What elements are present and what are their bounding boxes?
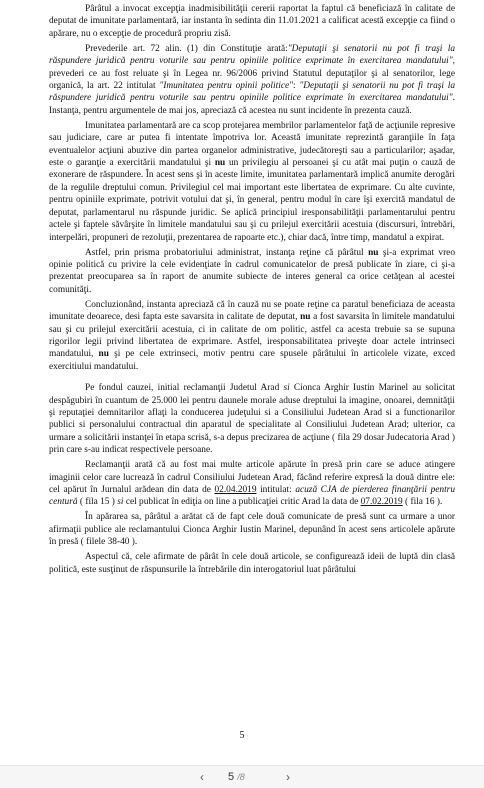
text-run: Imunitatea parlamentară are ca scop protejarea membrilor parlamentelor faţă de acţiunile represive sau judiciare, care ar putea fi intentate împotriva lor. Această imunitate reprezintă garanţiile în faţa eventualelor acţiuni abuzive din partea organelor administrative, judecătoreşti sau a particularilor; aşadar, este o garanţie a exercitării mandatului şi xyxy=(49,120,455,169)
current-page: 5 xyxy=(228,771,235,783)
paragraph xyxy=(49,382,455,456)
text-run: si xyxy=(283,383,290,394)
text-run: 07.02.2019 xyxy=(360,497,403,508)
text-run: "Imunitatea pentru opinii politice" xyxy=(159,81,294,92)
text-run: Prevederile art. 72 alin. (1) din Constituţie arată: xyxy=(85,43,288,54)
text-run: Reclamanţii arată că au fost mai multe articole apărute în presă prin care se aduce atingere imaginii celor care lucrează în cadrul Consiliului Judetean Arad, făcând referire expresă la două dintre ele: cel apărut în Jurnalul arădean din data de xyxy=(49,460,455,495)
text-run: intitulat: xyxy=(256,485,296,495)
paragraph xyxy=(49,43,455,117)
text-run: nu xyxy=(368,247,379,258)
text-run: un privilegiu al persoanei şi cu atât mai puţin o cauză de exonerare de răspundere. În acest sens şi în aceste limite, imunitatea parlamentară implică anumite derogări de la regulile dreptului comun. Privilegiul cel mai important este libertatea de exprimare. Cu alte cuvinte, pentru opiniile exprimate, potrivit votului dat şi, în general, pentru modul în care îşi exercită mandatul de deputat, parlamentarul nu răspunde juridic. Se aplică principiul iresponsabilităţii parlamentarului pentru actele şi faptele săvârşite în limitele mandatului sau şi cu prilejul exercitării acestuia (discursuri, întrebări, interpelări, propuneri de rezoluţii, prezentarea de rapoarte etc.), chiar dacă, între timp, mandatul a expirat. xyxy=(49,158,455,243)
text-run: Pe fondul cauzei, initial reclamanţii Judetul Arad xyxy=(85,383,284,394)
previous-page-icon[interactable]: ‹ xyxy=(200,770,204,784)
page-navigation-bar xyxy=(0,765,484,788)
document-body xyxy=(49,3,455,579)
text-run: : xyxy=(293,81,300,92)
text-run: 02.04.2019 xyxy=(214,485,257,495)
text-run: ( fila 15 ) xyxy=(77,497,118,508)
paragraph xyxy=(49,299,455,373)
paragraph xyxy=(49,247,455,297)
text-run: Cionca Arghir Iustin Marinel au solicitat despăgubiri în cuantum de 25.000 lei pentru daunele morale aduse dreptului la imagine, onoarei, demnităţii şi reputaţiei demnitarilor aflaţi la conducerea judeţului si a Consiliului Judetean Arad si a functionarilor publici si personalului contractual din aparatul de specialitate al Consiliului Judetean Arad; ulterior, ca urmare a solicitării instanţei în etapa scrisă, s-a depus precizarea de acţiune ( fila 29 dosar Judecatoria Arad ) prin care s-au indicat respectivele persoane. xyxy=(49,383,456,456)
text-run: cel publicat în ediţia on line a publicaţiei critic Arad la data de xyxy=(123,497,361,508)
text-run: Astfel, prin prisma probatoriului administrat, instanţa reţine că pârâtul xyxy=(85,247,369,258)
page-counter xyxy=(228,769,245,785)
text-run: nu xyxy=(300,312,311,323)
paragraph xyxy=(49,511,455,548)
text-run: a fost savarsita în limitele mandatului sau şi cu prilejul exercitării acestuia, ci in calitate de om politic, astfel ca acesta trebuie sa se supuna rigorilor legii privind libertatea de exprimare. Astfel, iresponsabilitatea priveşte doar actele intrinseci mandatului, xyxy=(49,312,456,360)
text-run: şi pe cele extrinseci, motiv pentru care spusele pârâtului în articolele vizate, exced exercitiului mandatului. xyxy=(49,349,455,372)
paragraph xyxy=(49,120,455,244)
text-run: , prevederi ce au fost reluate şi în Legea nr. 96/2006 privind Statutul deputaţilor şi al senatorilor, lege organică, la art. 22 intitulat xyxy=(49,56,455,92)
text-run: ( fila 16 ). xyxy=(402,497,443,508)
total-pages: /8 xyxy=(237,772,245,782)
paragraph xyxy=(49,3,455,40)
next-page-icon[interactable]: › xyxy=(286,770,290,784)
text-run: acuză CJA de pierderea finanţării pentru centură xyxy=(49,485,455,508)
text-run: În apărarea sa, pârâtul a arătat că de fapt cele două comunicate de presă sunt ca urmare a unor afirmaţii publice ale reclamantului Cionca Arghir Iustin Marinel, depunând în acest sens articolele apărute în presă ( filele 38-40 ). xyxy=(49,512,455,548)
page-number: 5 xyxy=(239,730,245,741)
text-run: "Deputaţii şi senatorii nu pot fi traşi la răspundere juridică pentru voturile sau pentru opiniile politice exprimate în exercitarea mandatului" xyxy=(49,43,455,67)
text-run: . Instanţa, pentru argumentele de mai jos, apreciază că acestea nu sunt incidente în prezenta cauză. xyxy=(49,93,455,116)
paragraph xyxy=(49,551,455,576)
text-run: nu xyxy=(214,158,226,169)
text-run: Aspectul că, cele afirmate de pârât în cele două articole, se configurează ideii de luptă din clasă politică, este susţinut de răspunsurile la întrebările din interogatoriul luat pârâtului xyxy=(49,552,455,575)
text-run: şi-a exprimat vreo opinie politică cu privire la cele evidenţiate în cadrul comunicatelor de presă publicate în ziare, ci şi-a prezentat preocuparea sa în raport de anumite subiecte de interes general ca orice cetăţean al acestei comunităţi. xyxy=(49,247,455,295)
text-run: si xyxy=(117,497,124,508)
paragraph xyxy=(49,459,455,509)
text-run: "Deputaţii şi senatorii nu pot fi traşi la răspundere juridică pentru voturile sau pentru opiniile politice exprimate în exercitarea mandatului" xyxy=(49,81,456,104)
text-run: nu xyxy=(98,349,109,360)
text-run: Concluzionând, instanta apreciază că în cauză nu se poate reţine ca paratul beneficiaza de aceasta imunitate deoarece, desi fapta este savarsita in calitate de deputat, xyxy=(49,299,455,323)
text-run: Pârâtul a invocat excepţia inadmisibilităţii cererii raportat la faptul că beneficiază în calitate de deputat de imunitate parlamentară, iar instanta în sedinta din 11.01.2021 a calificat acestă excepţie ca fiind o apărare, nu o excepţie de procedură propriu zisă. xyxy=(49,4,455,39)
